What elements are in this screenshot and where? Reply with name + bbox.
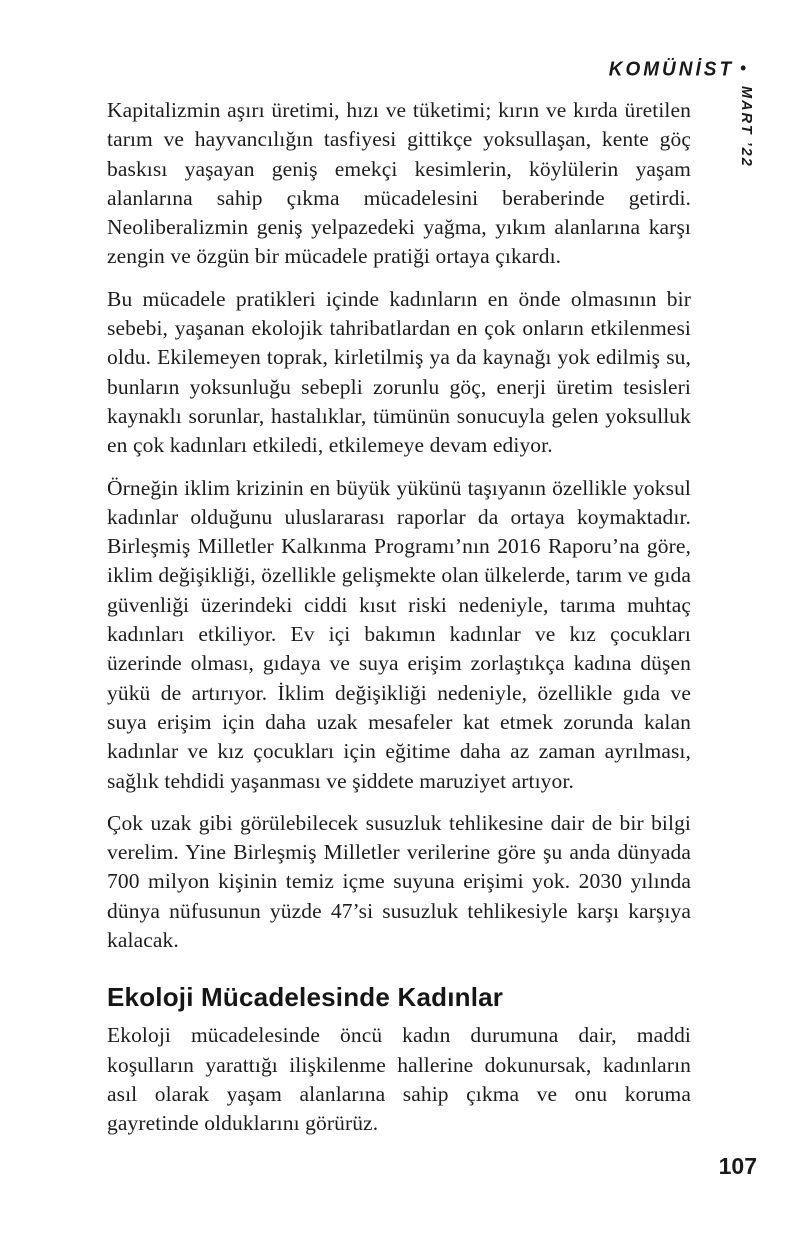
paragraph: Bu mücadele pratikleri içinde kadınların en önde olmasının bir sebebi, yaşanan ekolojik tahribatlardan en çok onların etkilenmesi oldu. Ekilemeyen toprak, kirletilmiş ya da kaynağı yok edilmiş su, bunların yoksunluğu sebepli zorunlu göç, enerji üretim tesisleri kaynaklı sorunlar, hastalıklar, tümünün sonucuyla gelen yoksulluk en çok kadınları etkiledi, etkilemeye devam ediyor. bbox=[107, 286, 691, 458]
body-text-column bbox=[107, 96, 691, 1152]
page-number: 107 bbox=[718, 1153, 757, 1179]
journal-title: KOMÜNİST bbox=[608, 58, 735, 81]
paragraph: Ekoloji mücadelesinde öncü kadın durumuna dair, maddi koşulların yarattığı ilişkilenme hallerine dokunursak, kadınların asıl olarak yaşam alanlarına sahip çıkma ve onu koruma gayretinde olduklarını görürüz. bbox=[107, 1023, 691, 1136]
paragraph: Kapitalizmin aşırı üretimi, hızı ve tüketimi; kırın ve kırda üretilen tarım ve hayvancılığın tasfiyesi gittikçe yoksullaşan, kente göç baskısı yaşayan geniş emekçi kesimlerin, köylülerin yaşam alanlarına sahip çıkma mücadelesini beraberinde getirdi. Neoliberalizmin geniş yelpazedeki yağma, yıkım alanlarına karşı zengin ve özgün bir mücadele pratiği ortaya çıkardı. bbox=[107, 98, 691, 269]
journal-header bbox=[609, 58, 746, 81]
paragraph: Çok uzak gibi görülebilecek susuzluk tehlikesine dair de bir bilgi verelim. Yine Birleşmiş Milletler verilerine göre şu anda dünyada 700 milyon kişinin temiz içme suyuna erişimi yok. 2030 yılında dünya nüfusunun yüzde 47’si susuzluk tehlikesiyle karşı karşıya kalacak. bbox=[107, 810, 691, 953]
section-heading: Ekoloji Mücadelesinde Kadınlar bbox=[107, 982, 504, 1013]
paragraph: Örneğin iklim krizinin en büyük yükünü taşıyanın özellikle yoksul kadınlar olduğunu uluslararası raporlar da ortaya koymaktadır. Birleşmiş Milletler Kalkınma Programı’nın 2016 Raporu’na göre, iklim değişikliği, özellikle gelişmekte olan ülkelerde, tarım ve gıda güvenliği üzerindeki ciddi kısıt riski nedeniyle, tarıma muhtaç kadınları etkiliyor. Ev içi bakımın kadınlar ve kız çocukları üzerinde olması, gıdaya ve suya erişim zorlaştıkça kadına düşen yükü de artırıyor. İklim değişikliği nedeniyle, özellikle gıda ve suya erişim için daha uzak mesafeler kat etmek zorunda kalan kadınlar ve kız çocukları için eğitime daha az zaman ayrılması, sağlık tehdidi yaşanması ve şiddete maruziyet artıyor. bbox=[107, 475, 691, 793]
bullet-icon: • bbox=[740, 58, 746, 79]
issue-date: MART ’22 bbox=[738, 86, 754, 168]
